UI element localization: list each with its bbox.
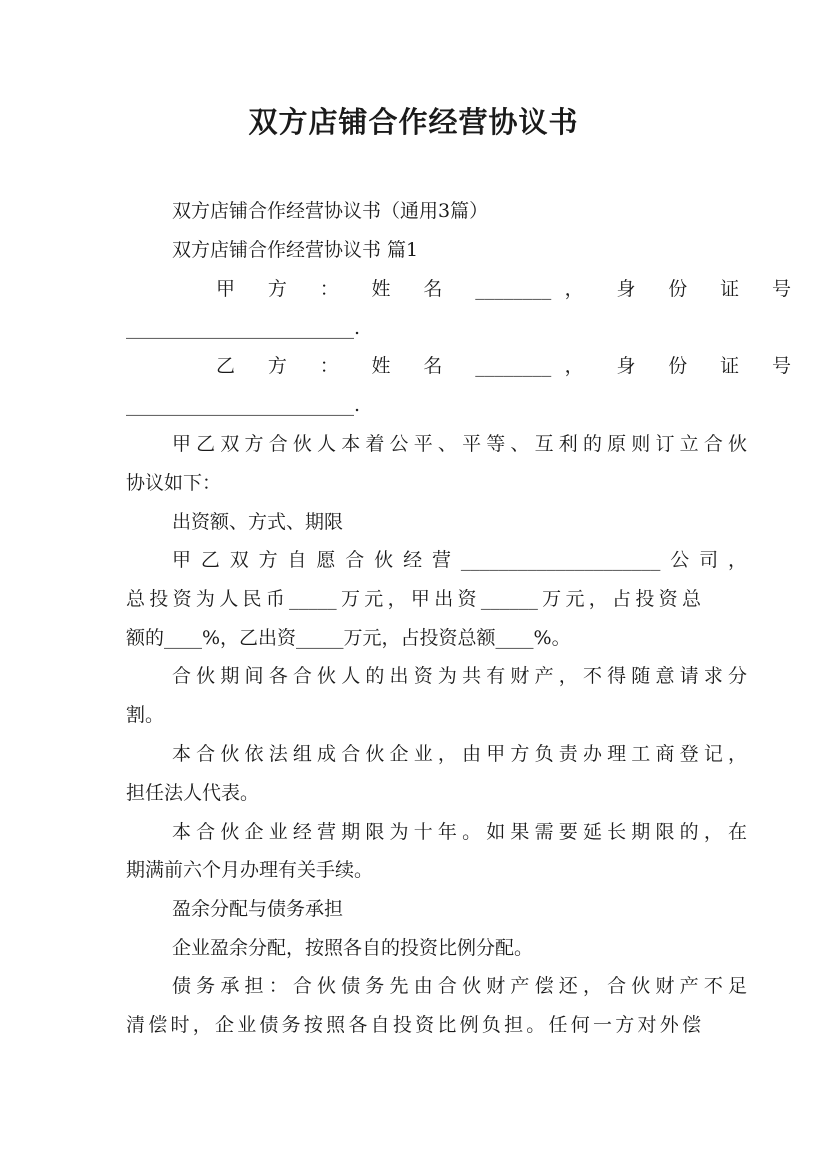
party-b-id-blank: ________________________. [126, 394, 361, 416]
document-subtitle: 双方店铺合作经营协议书（通用3篇） [172, 200, 489, 222]
document-title: 双方店铺合作经营协议书 [248, 105, 579, 139]
paragraph-line: 企业盈余分配，按照各自的投资比例分配。 [172, 937, 534, 959]
paragraph-line: 本合伙依法组成合伙企业，由甲方负责办理工商登记， [172, 743, 747, 765]
party-a-line: 甲 方 ： 姓 名 ________， 身 份 证 号 [216, 278, 791, 300]
paragraph-line: 清偿时，企业债务按照各自投资比例负担。任何一方对外偿 [126, 1014, 701, 1036]
party-a-id-blank: ________________________. [126, 317, 361, 339]
paragraph-line: 债务承担：合伙债务先由合伙财产偿还，合伙财产不足 [172, 975, 747, 997]
paragraph-line: 总投资为人民币_____万元，甲出资______万元，占投资总 [126, 588, 701, 610]
paragraph-line: 本合伙企业经营期限为十年。如果需要延长期限的，在 [172, 821, 747, 843]
paragraph-line: 甲乙双方自愿合伙经营_____________________公司， [172, 549, 747, 571]
paragraph-line: 担任法人代表。 [126, 782, 260, 804]
section-heading: 双方店铺合作经营协议书 篇1 [172, 239, 419, 261]
clause-heading: 出资额、方式、期限 [172, 511, 344, 533]
paragraph-line: 期满前六个月办理有关手续。 [126, 859, 374, 881]
paragraph-line: 额的____%，乙出资_____万元，占投资总额____%。 [126, 627, 571, 649]
paragraph-line: 合伙期间各合伙人的出资为共有财产，不得随意请求分 [172, 665, 747, 687]
paragraph-line: 甲乙双方合伙人本着公平、平等、互利的原则订立合伙 [172, 433, 747, 455]
clause-heading: 盈余分配与债务承担 [172, 898, 344, 920]
party-b-line: 乙 方 ： 姓 名 ________， 身 份 证 号 [216, 355, 791, 377]
paragraph-line: 协议如下： [126, 472, 222, 494]
paragraph-line: 割。 [126, 704, 165, 726]
